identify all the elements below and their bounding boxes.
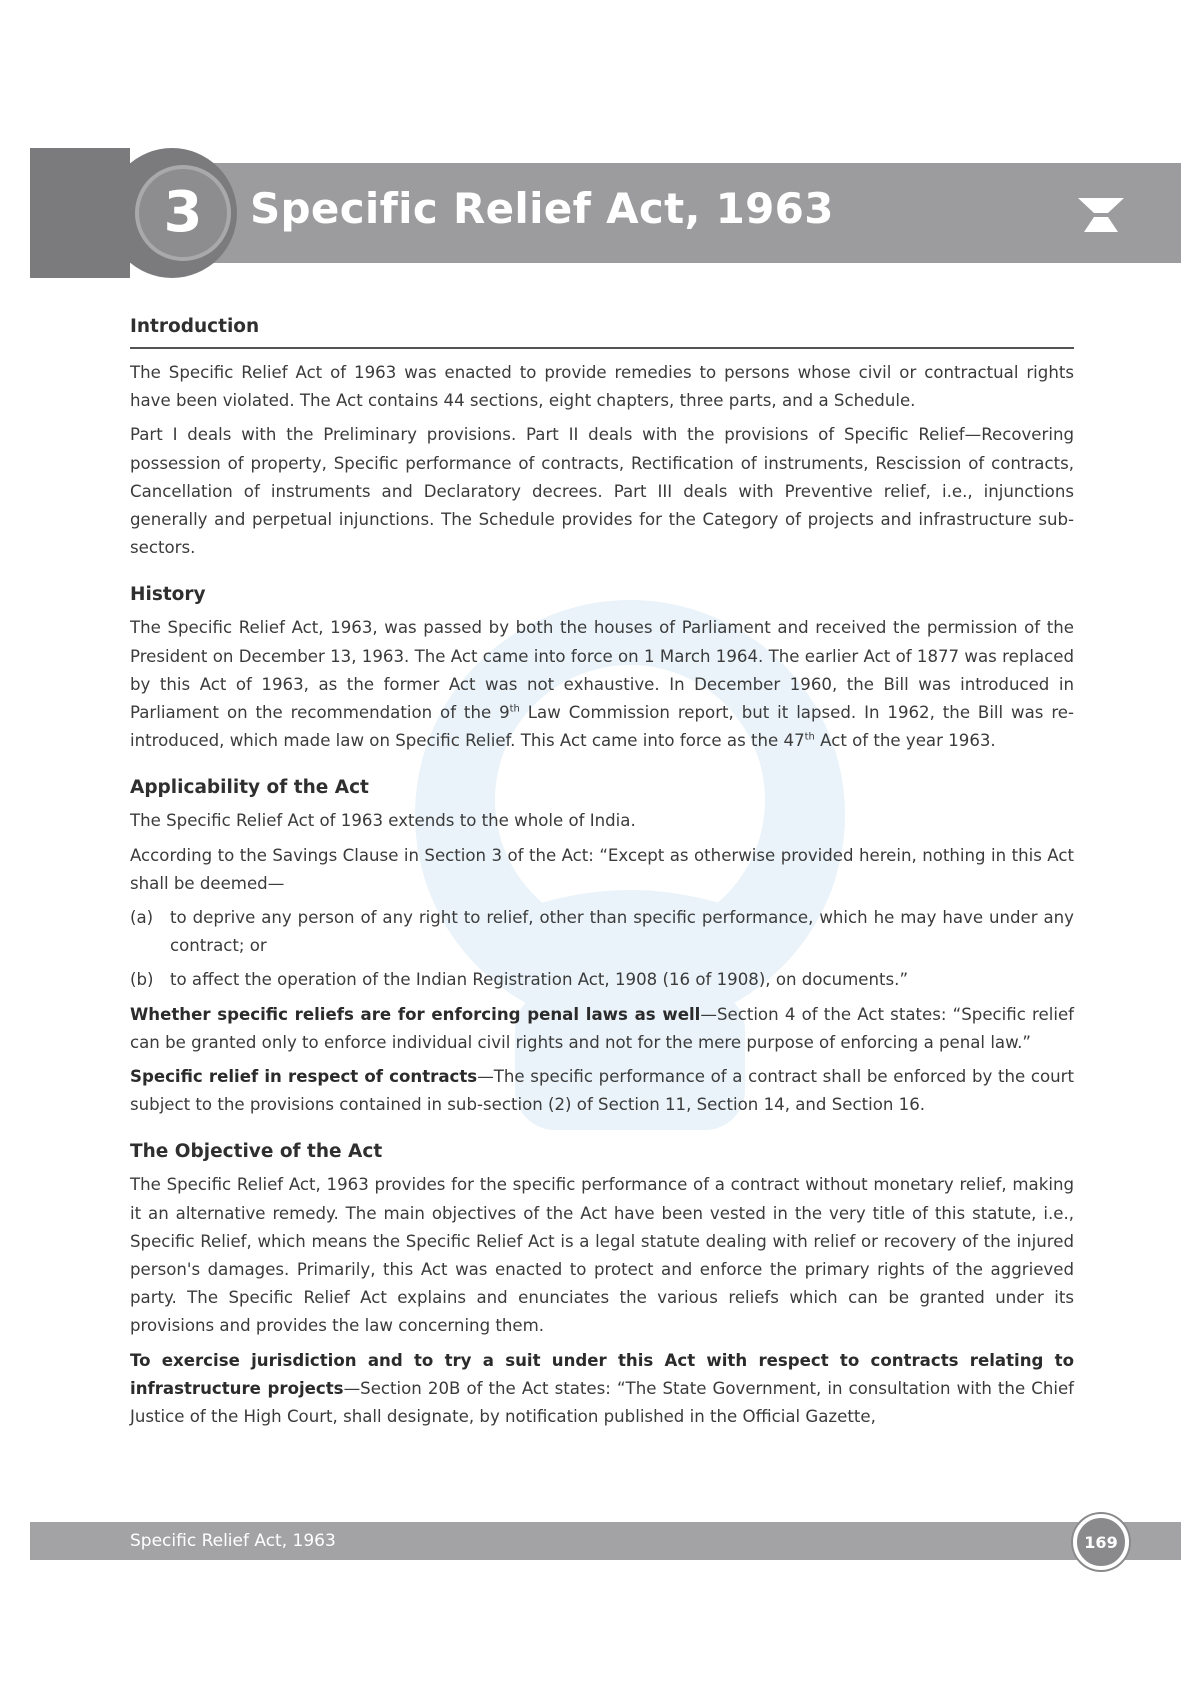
heading-introduction: Introduction [130, 314, 1074, 349]
objective-paragraph-1: The Specific Relief Act, 1963 provides for the specific performance of a contract without monetary relief, making it an alternative remedy. The main objectives of the Act have been vested in the very title of this statute, i.e., Specific Relief, which means the Specific Relief Act is a legal statute dealing with relief or recovery of the injured person's damages. Primarily, this Act was enacted to protect and enforce the primary rights of the aggrieved party. The Specific Relief Act explains and enunciates the various reliefs which can be granted under its provisions and provides the law concerning them. [130, 1175, 1074, 1336]
heading-objective: The Objective of the Act [130, 1141, 383, 1163]
superscript-th: th [509, 703, 520, 715]
applicability-paragraph-2: According to the Savings Clause in Section 3 of the Act: “Except as otherwise provided herein, nothing in this Act shall be deemed— [130, 845, 1074, 893]
applicability-paragraph-1: The Specific Relief Act of 1963 extends to the whole of India. [130, 811, 636, 831]
list-item-b [130, 966, 1074, 994]
list-label: (a) [130, 908, 154, 928]
objective-paragraph-2: To exercise jurisdiction and to try a suit under this Act with respect to contracts relating to infrastructure projects—Section 20B of the Act states: “The State Government, in consultation with the Chief Justice of the High Court, shall designate, by notification published in the Official Gazette, [130, 1350, 1074, 1427]
chapter-header [30, 148, 1181, 278]
introduction-paragraph-2: Part I deals with the Preliminary provisions. Part II deals with the provisions of Specific Relief—Recovering possession of property, Specific performance of contracts, Rectification of instruments, Rescission of contracts, Cancellation of instruments and Declaratory decrees. Part III deals with Preventive relief, i.e., injunctions generally and perpetual injunctions. The Schedule provides for the Category of projects and infrastructure sub-sectors. [130, 425, 1074, 558]
chapter-title: Specific Relief Act, 1963 [250, 184, 834, 233]
page-number-badge [1073, 1514, 1129, 1570]
introduction-paragraph-1: The Specific Relief Act of 1963 was enacted to provide remedies to persons whose civil or contractual rights have been violated. The Act contains 44 sections, eight chapters, three parts, and a Schedule. [130, 363, 1074, 411]
page-number: 169 [1084, 1532, 1118, 1552]
chapter-number-badge [135, 165, 231, 261]
heading-applicability: Applicability of the Act [130, 777, 369, 799]
chapter-number: 3 [163, 180, 203, 245]
history-paragraph: The Specific Relief Act, 1963, was passed by both the houses of Parliament and received the permission of the President on December 13, 1963. The Act came into force on 1 March 1964. The earlier Act of 1877 was replaced by this Act of 1963, as the former Act was not exhaustive. In December 1960, the Bill was introduced in Parliament on the recommendation of the 9th Law Commission report, but it lapsed. In 1962, the Bill was re-introduced, which made law on Specific Relief. This Act came into force as the 47th Act of the year 1963. [130, 618, 1074, 751]
list-label: (b) [130, 970, 154, 990]
page-footer [30, 1522, 1181, 1560]
list-text: to affect the operation of the Indian Registration Act, 1908 (16 of 1908), on documents.” [170, 970, 909, 990]
list-item-a [130, 904, 1074, 960]
superscript-th: th [804, 731, 815, 743]
hourglass-logo-icon [1078, 198, 1124, 232]
contracts-relief-paragraph: Specific relief in respect of contracts—The specific performance of a contract shall be enforced by the court subject to the provisions contained in sub-section (2) of Section 11, Section 14, and Section 16. [130, 1067, 1074, 1115]
footer-title: Specific Relief Act, 1963 [130, 1531, 336, 1551]
heading-history: History [130, 584, 206, 606]
list-text: to deprive any person of any right to relief, other than specific performance, which he may have under any contract; or [170, 908, 1074, 956]
chapter-content [130, 314, 1074, 1437]
penal-laws-paragraph: Whether specific reliefs are for enforcing penal laws as well—Section 4 of the Act states: “Specific relief can be granted only to enforce individual civil rights and not for the mere purpose of enforcing a penal law.” [130, 1004, 1074, 1052]
